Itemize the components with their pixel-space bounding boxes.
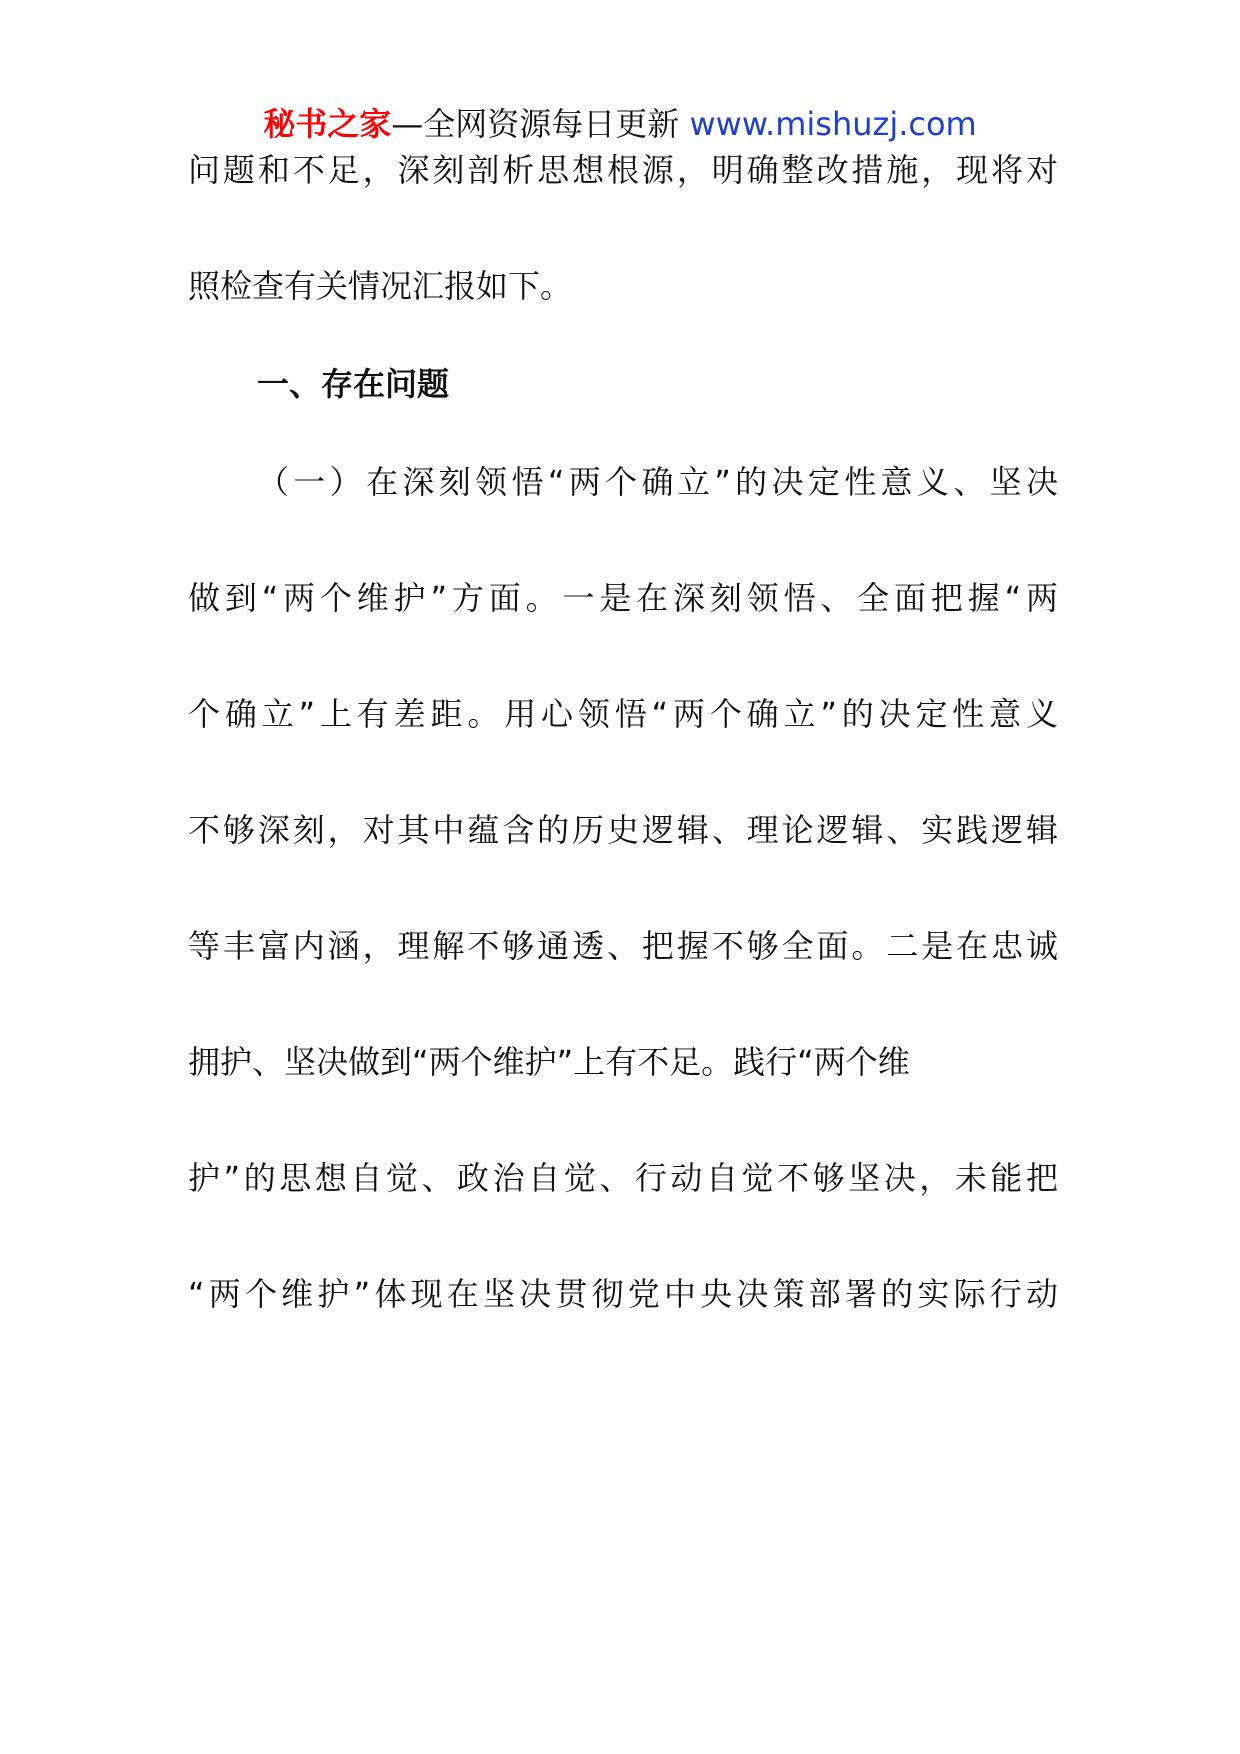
paragraph-line: 护”的思想自觉、政治自觉、行动自觉不够坚决，未能把 xyxy=(188,1159,1058,1197)
website-link[interactable]: www.mishuzj.com xyxy=(689,105,977,143)
brand-name: 秘书之家 xyxy=(263,105,392,143)
header-tagline: —全网资源每日更新 xyxy=(391,105,690,143)
page-header xyxy=(0,100,1240,148)
paragraph-line: “两个维护”体现在坚决贯彻党中央决策部署的实际行动 xyxy=(188,1275,1058,1313)
paragraph-line: 照检查有关情况汇报如下。 xyxy=(188,267,573,305)
paragraph-line: 问题和不足，深刻剖析思想根源，明确整改措施，现将对 xyxy=(188,151,1058,189)
paragraph-line: 等丰富内涵，理解不够通透、把握不够全面。二是在忠诚 xyxy=(188,927,1058,965)
paragraph-line: 个确立”上有差距。用心领悟“两个确立”的决定性意义 xyxy=(188,695,1058,733)
section-heading: 一、存在问题 xyxy=(257,365,450,403)
paragraph-line: 不够深刻，对其中蕴含的历史逻辑、理论逻辑、实践逻辑 xyxy=(188,811,1058,849)
paragraph-line: （一）在深刻领悟“两个确立”的决定性意义、坚决 xyxy=(257,463,1058,501)
paragraph-line: 拥护、坚决做到“两个维护”上有不足。践行“两个维 xyxy=(188,1043,910,1081)
paragraph-line: 做到“两个维护”方面。一是在深刻领悟、全面把握“两 xyxy=(188,579,1058,617)
